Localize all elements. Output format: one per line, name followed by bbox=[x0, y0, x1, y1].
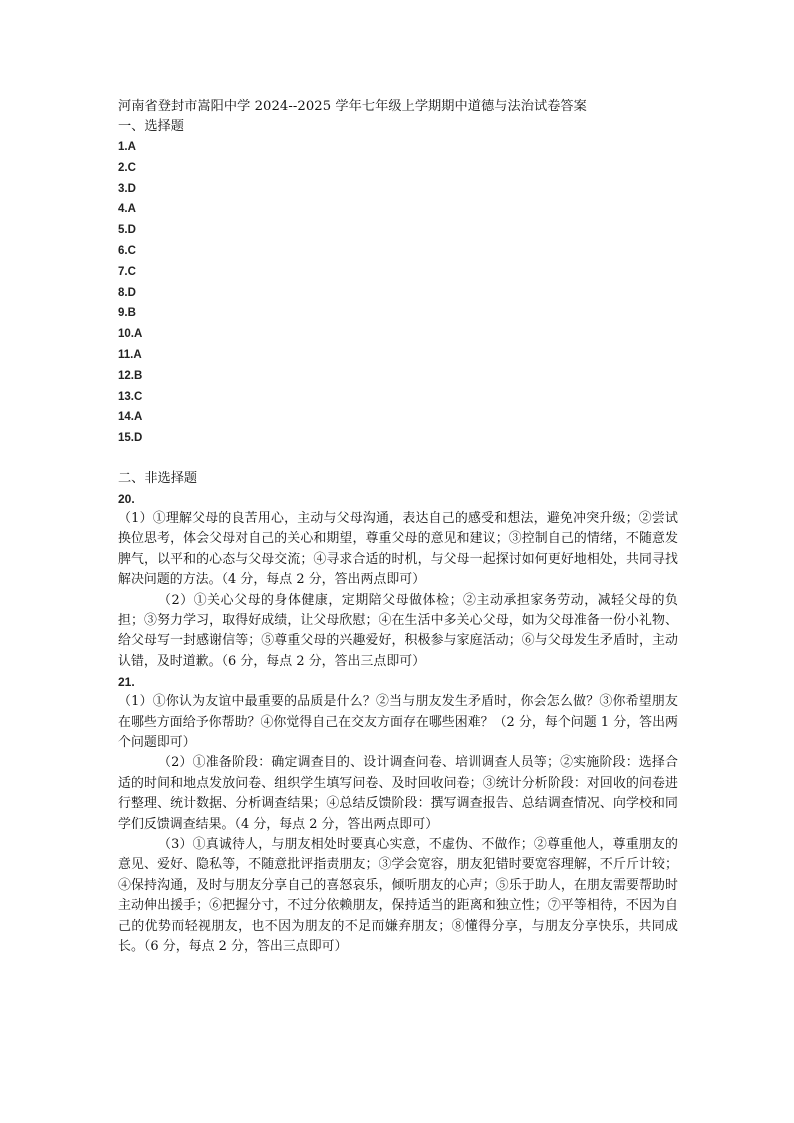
question-number-21: 21. bbox=[118, 675, 135, 690]
q20-answer-part2: （2）①关心父母的身体健康，定期陪父母做体检；②主动承担家务劳动，减轻父母的负担；③努力学习，取得好成绩，让父母欣慰；④在生活中多关心父母，如为父母准备一份小礼物、给父母写一封感谢信等；⑤尊重父母的兴趣爱好，积极参与家庭活动；⑥与父母发生矛盾时，主动认错，及时道歉。（6 分，每点 2 分，答出三点即可） bbox=[118, 592, 678, 669]
q20-answer-part1: （1）①理解父母的良苦用心，主动与父母沟通，表达自己的感受和想法，避免冲突升级；②尝试换位思考，体会父母对自己的关心和期望，尊重父母的意见和建议；③控制自己的情绪，不随意发脾气，以平和的心态与父母交流；④寻求合适的时机，与父母一起探讨如何更好地相处，共同寻找解决问题的方法。（4 分，每点 2 分，答出两点即可） bbox=[118, 510, 678, 588]
answer-item: 3.D bbox=[118, 182, 136, 195]
question-number-20: 20. bbox=[118, 491, 135, 506]
answer-item: 4.A bbox=[118, 203, 136, 216]
answer-item: 14.A bbox=[118, 411, 143, 424]
answer-item: 1.A bbox=[118, 141, 136, 153]
section-heading-nonchoice: 二、非选择题 bbox=[118, 470, 198, 486]
answer-item: 15.D bbox=[118, 432, 143, 445]
answer-item: 6.C bbox=[118, 244, 136, 257]
document-title: 河南省登封市嵩阳中学 2024--2025 学年七年级上学期期中道德与法治试卷答案 bbox=[118, 99, 587, 114]
blank-line bbox=[118, 449, 678, 469]
document-page bbox=[118, 96, 678, 957]
answer-item: 9.B bbox=[118, 307, 136, 320]
answer-list bbox=[118, 137, 678, 449]
q21-answer-part1: （1）①你认为友谊中最重要的品质是什么？②当与朋友发生矛盾时，你会怎么做？③你希望朋友在哪些方面给予你帮助？④你觉得自己在交友方面存在哪些困难？（2 分，每个问题 1 分，答出两个问题即可） bbox=[118, 694, 678, 751]
answer-item: 11.A bbox=[118, 348, 142, 361]
section-heading-choice: 一、选择题 bbox=[118, 119, 184, 134]
q21-answer-part2: （2）①准备阶段：确定调查目的、设计调查问卷、培训调查人员等；②实施阶段：选择合适的时间和地点发放问卷、组织学生填写问卷、及时回收问卷；③统计分析阶段：对回收的问卷进行整理、统计数据、分析调查结果；④总结反馈阶段：撰写调查报告、总结调查情况、向学校和同学们反馈调查结果。（4 分，每点 2 分，答出两点即可） bbox=[118, 755, 678, 832]
q21-answer-part3: （3）①真诚待人，与朋友相处时要真心实意，不虚伪、不做作；②尊重他人，尊重朋友的意见、爱好、隐私等，不随意批评指责朋友；③学会宽容，朋友犯错时要宽容理解，不斤斤计较；④保持沟通，及时与朋友分享自己的喜怒哀乐，倾听朋友的心声；⑤乐于助人，在朋友需要帮助时主动伸出援手；⑥把握分寸，不过分依赖朋友，保持适当的距离和独立性；⑦平等相待，不因为自己的优势而轻视朋友，也不因为朋友的不足而嫌弃朋友；⑧懂得分享，与朋友分享快乐，共同成长。（6 分，每点 2 分，答出三点即可） bbox=[118, 837, 678, 955]
answer-item: 5.D bbox=[118, 224, 136, 237]
answer-item: 2.C bbox=[118, 161, 136, 174]
answer-item: 7.C bbox=[118, 265, 136, 278]
answer-item: 13.C bbox=[118, 390, 143, 403]
answer-item: 8.D bbox=[118, 286, 136, 299]
answer-item: 10.A bbox=[118, 328, 143, 341]
answer-item: 12.B bbox=[118, 369, 143, 382]
